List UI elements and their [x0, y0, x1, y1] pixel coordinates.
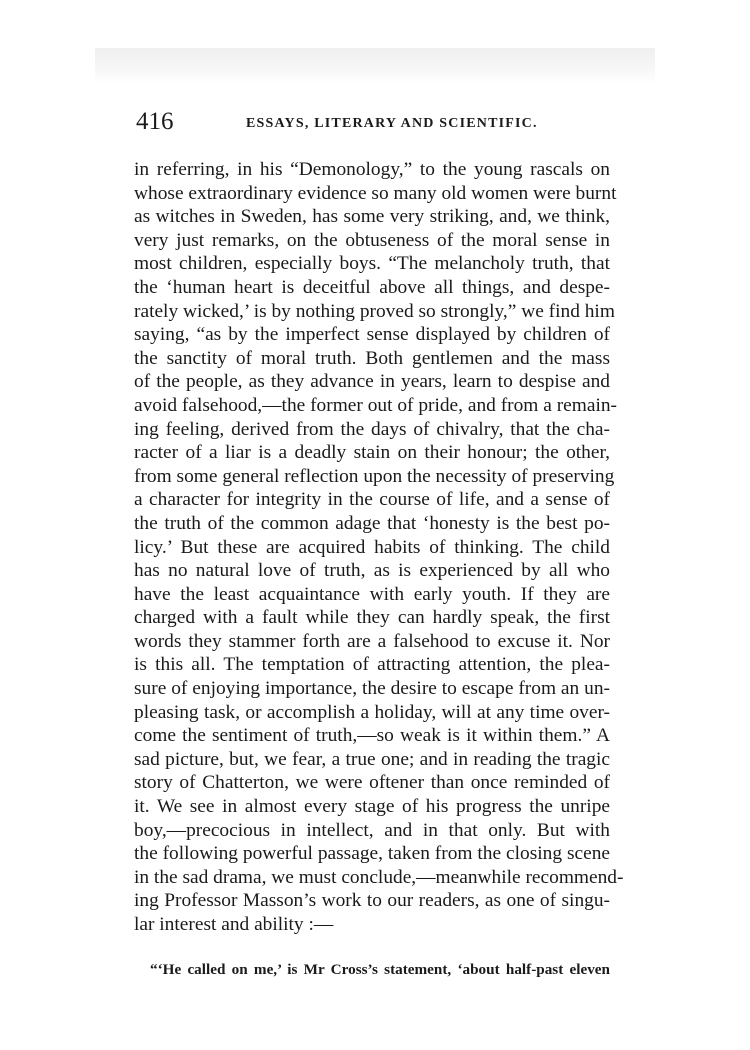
text-line: most children, especially boys. “The melancholy truth, that — [134, 253, 610, 275]
text-line: boy,—precocious in intellect, and in that only. But with — [134, 819, 610, 841]
text-line: is this all. The temptation of attracting attention, the plea- — [134, 654, 610, 676]
scan-shadow — [95, 48, 655, 84]
text-line: racter of a liar is a deadly stain on their honour; the other, — [134, 442, 610, 464]
text-line: in referring, in his “Demonology,” to the young rascals on — [134, 159, 610, 180]
text-line: the truth of the common adage that ‘honesty is the best po- — [134, 512, 610, 534]
text-line: charged with a fault while they can hardly speak, the first — [134, 607, 610, 629]
text-line: very just remarks, on the obtuseness of the moral sense in — [134, 229, 610, 251]
body-paragraph — [134, 158, 624, 937]
text-line: come the sentiment of truth,—so weak is it within them.” A — [134, 725, 610, 747]
text-line: the ‘human heart is deceitful above all things, and despe- — [134, 276, 610, 298]
text-line: story of Chatterton, we were oftener than once reminded of — [134, 772, 610, 794]
text-line: ing feeling, derived from the days of chivalry, that the cha- — [134, 418, 610, 440]
text-line: avoid falsehood,—the former out of pride, and from a remain- — [134, 394, 617, 416]
text-line: ing Professor Masson’s work to our readers, as one of singu- — [134, 890, 610, 912]
text-line: of the people, as they advance in years, learn to despise and — [134, 371, 610, 393]
text-line: the sanctity of moral truth. Both gentlemen and the mass — [134, 347, 610, 369]
page-number: 416 — [136, 108, 174, 135]
text-line: whose extraordinary evidence so many old women were burnt — [134, 182, 617, 204]
text-line: as witches in Sweden, has some very striking, and, we think, — [134, 206, 610, 228]
text-line: from some general reflection upon the necessity of preserving — [134, 465, 615, 487]
text-line: sure of enjoying importance, the desire to escape from an un- — [134, 678, 610, 700]
text-line: licy.’ But these are acquired habits of thinking. The child — [134, 536, 610, 558]
text-line: has no natural love of truth, as is experienced by all who — [134, 560, 610, 582]
text-line: pleasing task, or accomplish a holiday, will at any time over- — [134, 701, 610, 723]
text-line: sad picture, but, we fear, a true one; and in reading the tragic — [134, 748, 610, 770]
text-line: saying, “as by the imperfect sense displayed by children of — [134, 324, 610, 346]
page-header — [136, 108, 616, 142]
text-line: the following powerful passage, taken from the closing scene — [134, 843, 610, 865]
footnote-quote: “‘He called on me,’ is Mr Cross’s statement, ‘about half-past eleven — [150, 961, 610, 978]
text-line: lar interest and ability :— — [134, 914, 334, 935]
text-line: rately wicked,’ is by nothing proved so strongly,” we find him — [134, 300, 615, 322]
text-line: a character for integrity in the course of life, and a sense of — [134, 489, 610, 511]
text-line: in the sad drama, we must conclude,—meanwhile recommend- — [134, 866, 624, 888]
text-line: words they stammer forth are a falsehood to excuse it. Nor — [134, 630, 610, 652]
text-line: it. We see in almost every stage of his progress the unripe — [134, 796, 610, 818]
text-line: have the least acquaintance with early youth. If they are — [134, 583, 610, 605]
running-head: ESSAYS, LITERARY AND SCIENTIFIC. — [246, 116, 538, 131]
